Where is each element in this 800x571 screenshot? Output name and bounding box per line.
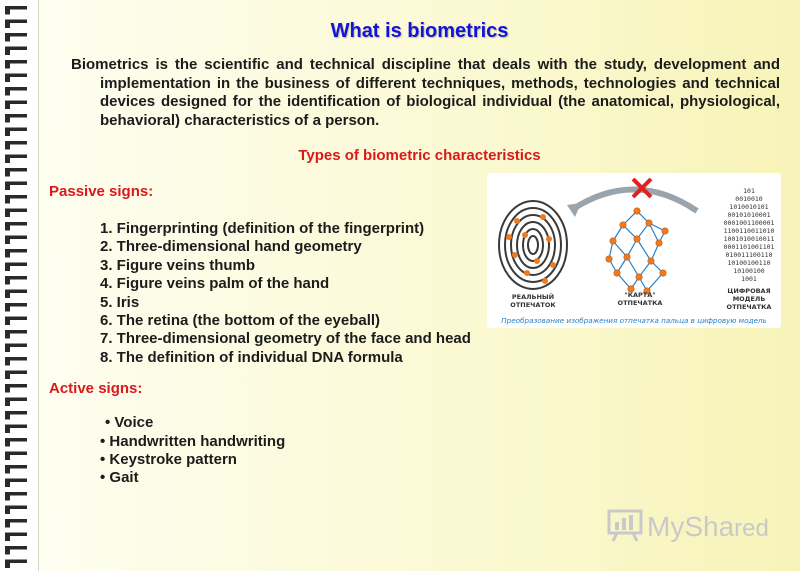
minutia-dot: [546, 236, 552, 242]
list-item: 8. The definition of individual DNA formula: [100, 349, 403, 366]
spiral-ring: [5, 411, 27, 415]
graph-edge: [637, 239, 651, 261]
spiral-hook: [5, 388, 10, 393]
spiral-ring: [5, 155, 27, 159]
spiral-ring: [5, 465, 27, 469]
spiral-ring: [5, 546, 27, 550]
figure-label-right: МОДЕЛЬ: [732, 295, 766, 303]
fingerprint-conversion-figure: [487, 173, 781, 328]
arrow-head-icon: [567, 203, 581, 217]
spiral-ring: [5, 357, 27, 361]
spiral-ring: [5, 101, 27, 105]
spiral-hook: [5, 293, 10, 298]
binary-line: 0001001100001: [723, 219, 775, 227]
spiral-ring: [5, 60, 27, 64]
spiral-rings: [3, 0, 33, 571]
spiral-ring: [5, 438, 27, 442]
spiral-hook: [5, 226, 10, 231]
list-item: 4. Figure veins palm of the hand: [100, 275, 330, 292]
spiral-hook: [5, 131, 10, 136]
spiral-ring: [5, 506, 27, 510]
spiral-hook: [5, 401, 10, 406]
graph-node: [634, 236, 640, 242]
spiral-ring: [5, 87, 27, 91]
spiral-ring: [5, 303, 27, 307]
spiral-ring: [5, 290, 27, 294]
spiral-hook: [5, 536, 10, 541]
spiral-ring: [5, 249, 27, 253]
spiral-ring: [5, 492, 27, 496]
binary-line: 10100100: [733, 267, 765, 275]
spiral-hook: [5, 563, 10, 568]
spiral-hook: [5, 50, 10, 55]
spiral-hook: [5, 253, 10, 258]
figure-label-right: ЦИФРОВАЯ: [727, 287, 771, 295]
spiral-hook: [5, 374, 10, 379]
slide-page: [39, 0, 800, 571]
spiral-hook: [5, 523, 10, 528]
spiral-hook: [5, 10, 10, 15]
spiral-hook: [5, 469, 10, 474]
spiral-hook: [5, 199, 10, 204]
minutia-dot: [514, 218, 520, 224]
minutia-dot: [550, 262, 556, 268]
spiral-hook: [5, 91, 10, 96]
notebook-spiral-binding: [0, 0, 39, 571]
slide-title: What is biometrics: [330, 20, 509, 42]
list-item: 6. The retina (the bottom of the eyeball): [100, 312, 381, 329]
list-item: • Voice: [105, 414, 154, 431]
spiral-ring: [5, 479, 27, 483]
spiral-ring: [5, 20, 27, 24]
list-item: • Handwritten handwriting: [100, 433, 286, 450]
graph-node: [662, 228, 668, 234]
spiral-ring: [5, 74, 27, 78]
minutia-dot: [542, 278, 548, 284]
spiral-hook: [5, 158, 10, 163]
list-item: • Keystroke pattern: [100, 451, 237, 468]
graph-node: [656, 240, 662, 246]
binary-line: 0001101001101: [723, 243, 775, 251]
spiral-hook: [5, 145, 10, 150]
graph-node: [606, 256, 612, 262]
graph-node: [636, 274, 642, 280]
minutia-dot: [524, 270, 530, 276]
spiral-ring: [5, 344, 27, 348]
list-item: 5. Iris: [100, 294, 140, 311]
binary-model: [724, 187, 775, 283]
intro-paragraph: Biometrics is the scientific and technical discipline that deals with the study, development and implementation in the business of different techniques, methods, technologies and technical devices designed for the identification of biological individual (the anatomical, physiological, behavioral) characteristics of a person.: [71, 56, 780, 129]
spiral-hook: [5, 37, 10, 42]
spiral-hook: [5, 212, 10, 217]
spiral-hook: [5, 334, 10, 339]
graph-node: [634, 208, 640, 214]
spiral-hook: [5, 347, 10, 352]
spiral-hook: [5, 77, 10, 82]
spiral-ring: [5, 6, 27, 10]
watermark-text: MyShared: [647, 511, 769, 542]
graph-node: [660, 270, 666, 276]
binary-line: 1010010101: [729, 203, 769, 211]
figure-graphic: [487, 173, 781, 328]
spiral-hook: [5, 509, 10, 514]
spiral-hook: [5, 118, 10, 123]
passive-signs-label: Passive signs:: [49, 183, 154, 200]
spiral-ring: [5, 47, 27, 51]
spiral-hook: [5, 428, 10, 433]
figure-label-left: РЕАЛЬНЫЙ: [511, 293, 555, 301]
binary-line: 00101010001: [727, 211, 771, 219]
spiral-ring: [5, 452, 27, 456]
list-item: 3. Figure veins thumb: [100, 257, 256, 274]
binary-line: 10100100110: [727, 259, 771, 267]
list-item: 1. Fingerprinting (definition of the fingerprint): [100, 220, 425, 237]
spiral-ring: [5, 371, 27, 375]
spiral-ring: [5, 398, 27, 402]
figure-label-right: ОТПЕЧАТКА: [726, 303, 772, 311]
active-signs-label: Active signs:: [49, 380, 143, 397]
section-subtitle: Types of biometric characteristics: [298, 147, 541, 164]
spiral-hook: [5, 307, 10, 312]
list-item: 7. Three-dimensional geometry of the face and head: [100, 330, 471, 347]
binary-line: 0010010: [735, 195, 763, 203]
graph-node: [614, 270, 620, 276]
binary-line: 1001: [741, 275, 757, 283]
spiral-ring: [5, 114, 27, 118]
spiral-ring: [5, 195, 27, 199]
minutia-dot: [534, 258, 540, 264]
binary-line: 1100110011010: [723, 227, 775, 235]
list-item: 2. Three-dimensional hand geometry: [100, 238, 362, 255]
spiral-hook: [5, 104, 10, 109]
minutia-dot: [506, 234, 512, 240]
minutiae-map-graph: [606, 208, 668, 294]
spiral-ring: [5, 209, 27, 213]
spiral-ring: [5, 317, 27, 321]
spiral-hook: [5, 361, 10, 366]
fingerprint-icon: [499, 201, 567, 289]
spiral-hook: [5, 455, 10, 460]
spiral-hook: [5, 442, 10, 447]
graph-node: [620, 222, 626, 228]
graph-edge: [647, 273, 663, 291]
spiral-hook: [5, 550, 10, 555]
presentation-board-icon: [607, 508, 645, 542]
graph-node: [624, 254, 630, 260]
spiral-ring: [5, 330, 27, 334]
spiral-hook: [5, 280, 10, 285]
spiral-ring: [5, 182, 27, 186]
list-item: • Gait: [100, 469, 139, 486]
figure-label-mid: "КАРТА": [624, 291, 656, 299]
spiral-ring: [5, 560, 27, 564]
spiral-ring: [5, 425, 27, 429]
figure-label-left: ОТПЕЧАТОК: [510, 301, 556, 309]
spiral-ring: [5, 519, 27, 523]
spiral-hook: [5, 415, 10, 420]
spiral-hook: [5, 64, 10, 69]
minutia-dot: [522, 232, 528, 238]
spiral-ring: [5, 236, 27, 240]
spiral-ring: [5, 33, 27, 37]
spiral-hook: [5, 185, 10, 190]
spiral-hook: [5, 496, 10, 501]
spiral-ring: [5, 222, 27, 226]
spiral-ring: [5, 276, 27, 280]
spiral-hook: [5, 320, 10, 325]
binary-line: 010011100110: [725, 251, 773, 259]
binary-line: 101: [743, 187, 755, 195]
binary-line: 1001010010011: [723, 235, 775, 243]
spiral-ring: [5, 168, 27, 172]
spiral-hook: [5, 172, 10, 177]
graph-node: [610, 238, 616, 244]
graph-node: [646, 220, 652, 226]
spiral-hook: [5, 239, 10, 244]
minutia-dot: [512, 252, 518, 258]
spiral-hook: [5, 266, 10, 271]
spiral-hook: [5, 23, 10, 28]
spiral-hook: [5, 482, 10, 487]
figure-caption: Преобразование изображения отпечатка пальца в цифровую модель: [501, 316, 767, 325]
graph-node: [648, 258, 654, 264]
spiral-ring: [5, 263, 27, 267]
spiral-ring: [5, 533, 27, 537]
spiral-ring: [5, 128, 27, 132]
spiral-ring: [5, 384, 27, 388]
minutia-dot: [540, 214, 546, 220]
watermark-logo: [607, 508, 769, 547]
figure-label-mid: ОТПЕЧАТКА: [617, 299, 663, 307]
spiral-ring: [5, 141, 27, 145]
